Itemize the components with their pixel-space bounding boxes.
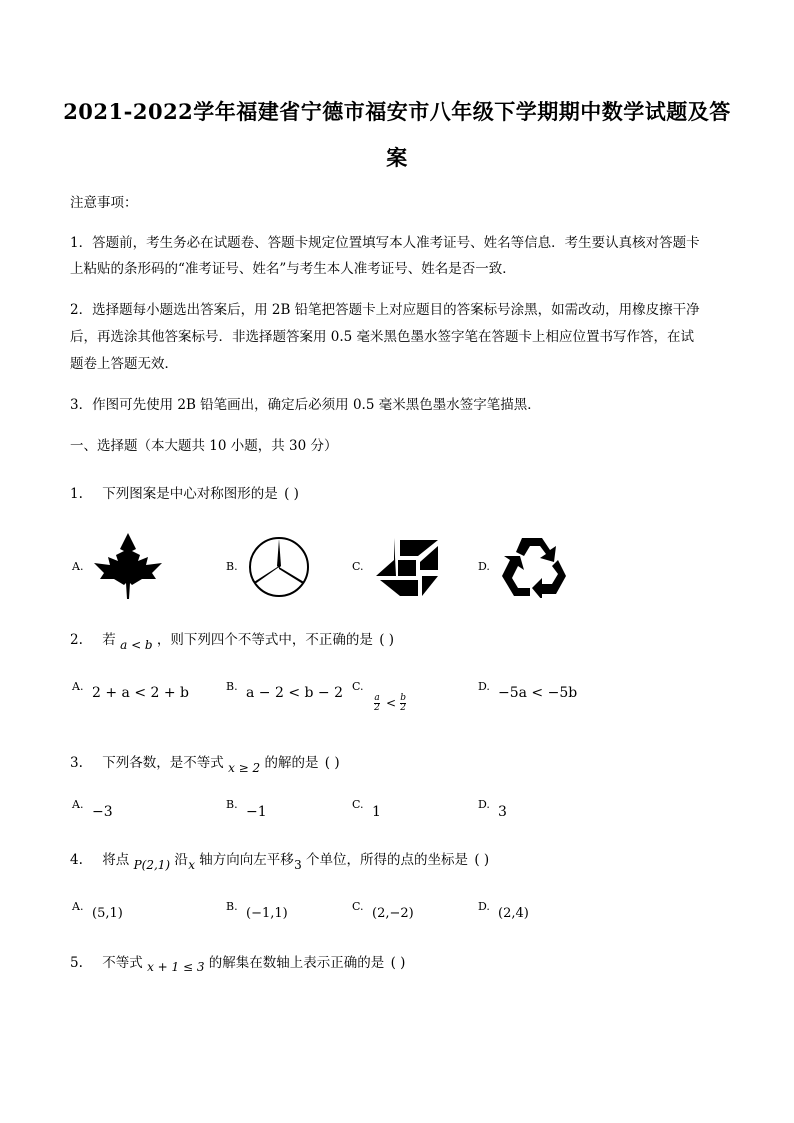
option-value: (5,1) [92,906,123,921]
q1-option-c[interactable] [352,560,372,575]
question-text-pre: 将点 [102,852,130,868]
question-text-post: ，则下列四个不等式中，不正确的是 [156,632,373,648]
option-value: −5a < −5b [498,685,578,701]
amount-math: 3 [294,858,302,872]
notice-item1-line2: 上粘贴的条形码的“准考证号、姓名”与考生本人准考证号、姓名是否一致． [70,261,516,277]
option-label: D. [478,798,490,811]
denominator: 2 [374,703,380,713]
option-label: B. [226,560,238,573]
question-number: 5. [70,955,83,971]
q2-option-a[interactable] [72,680,190,701]
question-5 [70,951,406,974]
numerator: b [400,693,406,703]
question-1 [70,482,299,502]
notice-item2-line2: 后，再选涂其他答案标号．非选择题答案用 0.5 毫米黑色墨水签字笔在答题卡上相应位置书写作答，在试 [70,329,695,345]
q4-option-a[interactable] [72,900,123,921]
fraction-a-over-2 [374,694,380,713]
q4-option-c[interactable] [352,900,414,921]
page-title-line1: 2021-2022学年福建省宁德市福安市八年级下学期期中数学试题及答 [63,99,731,124]
less-than-sign: < [386,696,397,710]
answer-paren: ( ) [390,955,406,971]
option-label: A. [72,900,84,913]
option-label: C. [352,680,364,693]
fraction-b-over-2 [400,694,406,713]
q3-option-d[interactable] [478,798,507,820]
option-label: B. [226,680,238,693]
q3-option-a[interactable] [72,798,113,820]
option-label: D. [478,560,490,573]
question-number: 3. [70,755,83,771]
option-value: (−1,1) [246,906,288,921]
q3-option-c[interactable] [352,798,381,820]
question-text-pre: 若 [102,632,116,648]
option-label: D. [478,680,490,693]
question-text-pre: 下列各数，是不等式 [102,755,224,771]
q3-option-b[interactable] [226,798,267,820]
question-number: 2. [70,632,83,648]
notice-item3: 3．作图可先使用 2B 铅笔画出，确定后必须用 0.5 毫米黑色墨水签字笔描黑． [70,397,541,413]
pinwheel-icon [374,536,440,598]
answer-paren: ( ) [474,852,490,868]
option-value: 1 [372,804,381,820]
q1-option-d[interactable] [478,560,498,575]
question-4 [70,848,490,872]
question-text-post: 的解的是 [264,755,319,771]
option-label: C. [352,560,364,573]
option-label: C. [352,900,364,913]
maple-leaf-icon [92,531,164,601]
option-label: D. [478,900,490,913]
option-value: (2,−2) [372,906,414,921]
q1-option-b[interactable] [226,560,246,575]
question-text-mid2: 轴方向向左平移 [199,852,294,868]
question-text-post: 个单位，所得的点的坐标是 [306,852,469,868]
question-text-mid1: 沿 [174,852,188,868]
option-value: −1 [246,804,267,820]
axis-math: x [188,858,195,872]
recycle-icon [500,534,568,598]
option-label: C. [352,798,364,811]
section-heading: 一、选择题（本大题共 10 小题，共 30 分） [70,438,338,454]
q4-option-d[interactable] [478,900,529,921]
question-text-pre: 不等式 [102,955,143,971]
option-value: 2 + a < 2 + b [92,685,190,701]
notice-item1-line1: 1．答题前，考生务必在试题卷、答题卡规定位置填写本人准考证号、姓名等信息．考生要认真核对答题卡 [70,235,700,251]
numerator: a [374,693,380,703]
option-label: A. [72,560,84,573]
option-value: −3 [92,804,113,820]
question-3 [70,751,340,775]
question-text-post: 的解集在数轴上表示正确的是 [208,955,385,971]
q2-option-b[interactable] [226,680,344,701]
option-label: B. [226,798,238,811]
option-label: A. [72,798,84,811]
page-title-line2: 案 [386,145,408,170]
option-value: a − 2 < b − 2 [246,685,344,701]
option-label: A. [72,680,84,693]
answer-paren: ( ) [324,755,340,771]
point-math: P(2,1) [133,858,171,872]
question-number: 1. [70,486,83,502]
condition-math: a < b [120,638,153,652]
condition-math: x ≥ 2 [228,761,261,775]
denominator: 2 [400,703,406,713]
q4-option-b[interactable] [226,900,288,921]
q1-option-a[interactable] [72,560,92,575]
notice-item2-line1: 2．选择题每小题选出答案后，用 2B 铅笔把答题卡上对应题目的答案标号涂黑，如需改动，用橡皮擦干净 [70,302,700,318]
answer-paren: ( ) [379,632,395,648]
option-value: (2,4) [498,906,529,921]
option-value: 3 [498,804,507,820]
question-number: 4. [70,852,83,868]
q2-option-d[interactable] [478,680,578,701]
notice-heading: 注意事项： [70,195,138,211]
answer-paren: ( ) [284,486,299,502]
q2-option-c[interactable] [352,680,406,713]
mercedes-star-icon [248,536,310,598]
option-label: B. [226,900,238,913]
notice-item2-line3: 题卷上答题无效． [70,356,178,372]
condition-math: x + 1 ≤ 3 [147,960,205,974]
question-2 [70,628,395,652]
question-text: 下列图案是中心对称图形的是 [102,486,278,502]
